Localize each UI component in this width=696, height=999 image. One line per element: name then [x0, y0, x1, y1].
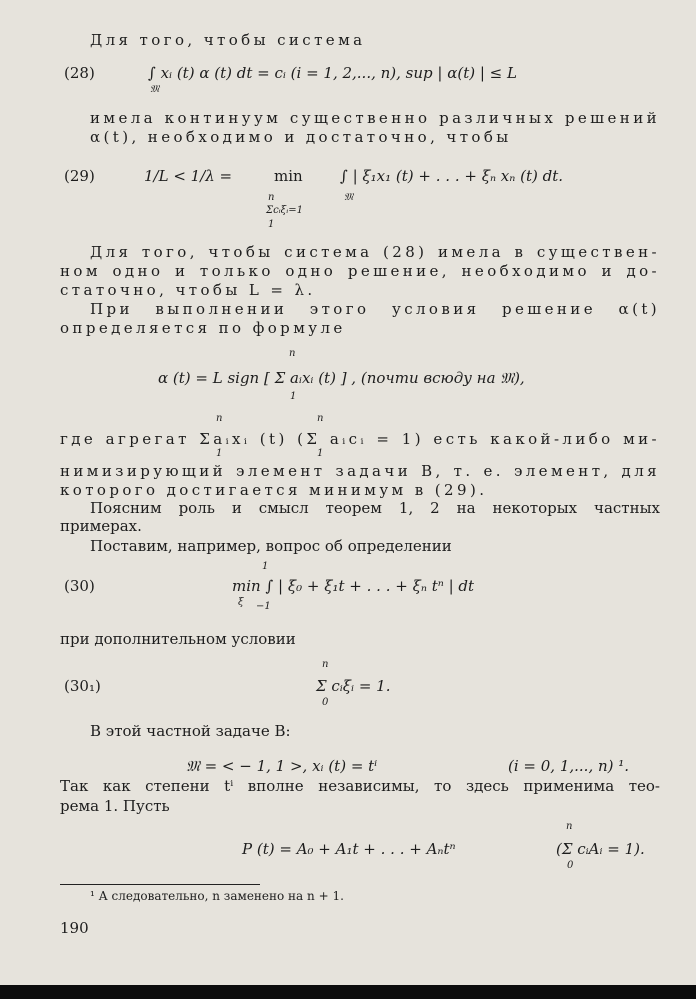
equation-29-integral: ∫ | ξ₁x₁ (t) + . . . + ξₙ xₙ (t) dt. [340, 167, 564, 185]
equation-subscript: 0 [322, 697, 329, 708]
equation-subscript: 𝔐 [344, 192, 354, 203]
text-line: определяется по формуле [60, 319, 346, 337]
equation-subscript: ξ [238, 597, 244, 608]
equation-superscript: n [216, 413, 223, 424]
text-line: При выполнении этого условия решение α(t) [90, 300, 660, 318]
text-line: α(t), необходимо и достаточно, чтобы [90, 128, 512, 146]
text-line: статочно, чтобы L = λ. [60, 281, 316, 299]
equation-subscript: n [268, 192, 275, 203]
equation-number: (30) [64, 577, 95, 595]
equation-29-min: min [274, 167, 303, 185]
equation-30-1: Σ cᵢξᵢ = 1. [316, 677, 391, 695]
footnote-rule [60, 884, 260, 885]
text-line: ном одно и только одно решение, необходимо и до- [60, 262, 660, 280]
equation-superscript: n [322, 659, 329, 670]
text-line: рема 1. Пусть [60, 797, 170, 815]
text-line: Так как степени tⁱ вполне независимы, то здесь применима тео- [60, 777, 660, 795]
equation-P: P (t) = A₀ + A₁t + . . . + Aₙtⁿ [242, 840, 456, 858]
equation-subscript: Σcᵢξᵢ=1 [266, 205, 303, 216]
text-line: Для того, чтобы система [90, 31, 366, 49]
equation-superscript: 1 [262, 561, 269, 572]
equation-P-right: (Σ cᵢAᵢ = 1). [556, 840, 645, 858]
text-line: Поясним роль и смысл теорем 1, 2 на некоторых частных [90, 499, 660, 517]
equation-30: min ∫ | ξ₀ + ξ₁t + . . . + ξₙ tⁿ | dt [232, 577, 475, 595]
text-line: примерах. [60, 517, 142, 535]
equation-number: (29) [64, 167, 95, 185]
text-line: которого достигается минимум в (29). [60, 481, 488, 499]
equation-number: (28) [64, 64, 95, 82]
equation-number: (30₁) [64, 677, 101, 695]
equation-subscript: −1 [256, 601, 271, 612]
equation-subscript: 1 [290, 391, 297, 402]
equation-subscript: 1 [317, 448, 324, 459]
equation-subscript: 0 [567, 860, 574, 871]
equation-alpha: α (t) = L sign [ Σ aᵢxᵢ (t) ] , (почти всюду на 𝔐), [158, 369, 525, 387]
equation-superscript: n [566, 821, 573, 832]
page-number: 190 [60, 919, 89, 937]
equation-subscript: 1 [216, 448, 223, 459]
equation-subscript: 1 [268, 219, 275, 230]
equation-28: ∫ xᵢ (t) α (t) dt = cᵢ (i = 1, 2,..., n), sup | α(t) | ≤ L [148, 64, 517, 82]
equation-subscript: 𝔐 [150, 84, 160, 95]
equation-29-lhs: 1/L < 1/λ = [144, 167, 233, 185]
equation-superscript: n [289, 348, 296, 359]
text-line: при дополнительном условии [60, 630, 296, 648]
text-line: нимизирующий элемент задачи B, т. е. элемент, для [60, 462, 660, 480]
equation-superscript: n [317, 413, 324, 424]
text-line: В этой частной задаче B: [90, 722, 291, 740]
text-line: где агрегат Σaᵢxᵢ (t) (Σ aᵢcᵢ = 1) есть какой-либо ми- [60, 430, 660, 448]
equation-M: 𝔐 = < − 1, 1 >, xᵢ (t) = tⁱ [186, 757, 378, 775]
text-line: Для того, чтобы система (28) имела в существен- [90, 243, 660, 261]
equation-M-right: (i = 0, 1,..., n) ¹. [508, 757, 630, 775]
footnote: ¹ А следовательно, n заменено на n + 1. [90, 889, 344, 903]
text-line: Поставим, например, вопрос об определении [90, 537, 452, 555]
text-line: имела континуум существенно различных решений [90, 109, 660, 127]
